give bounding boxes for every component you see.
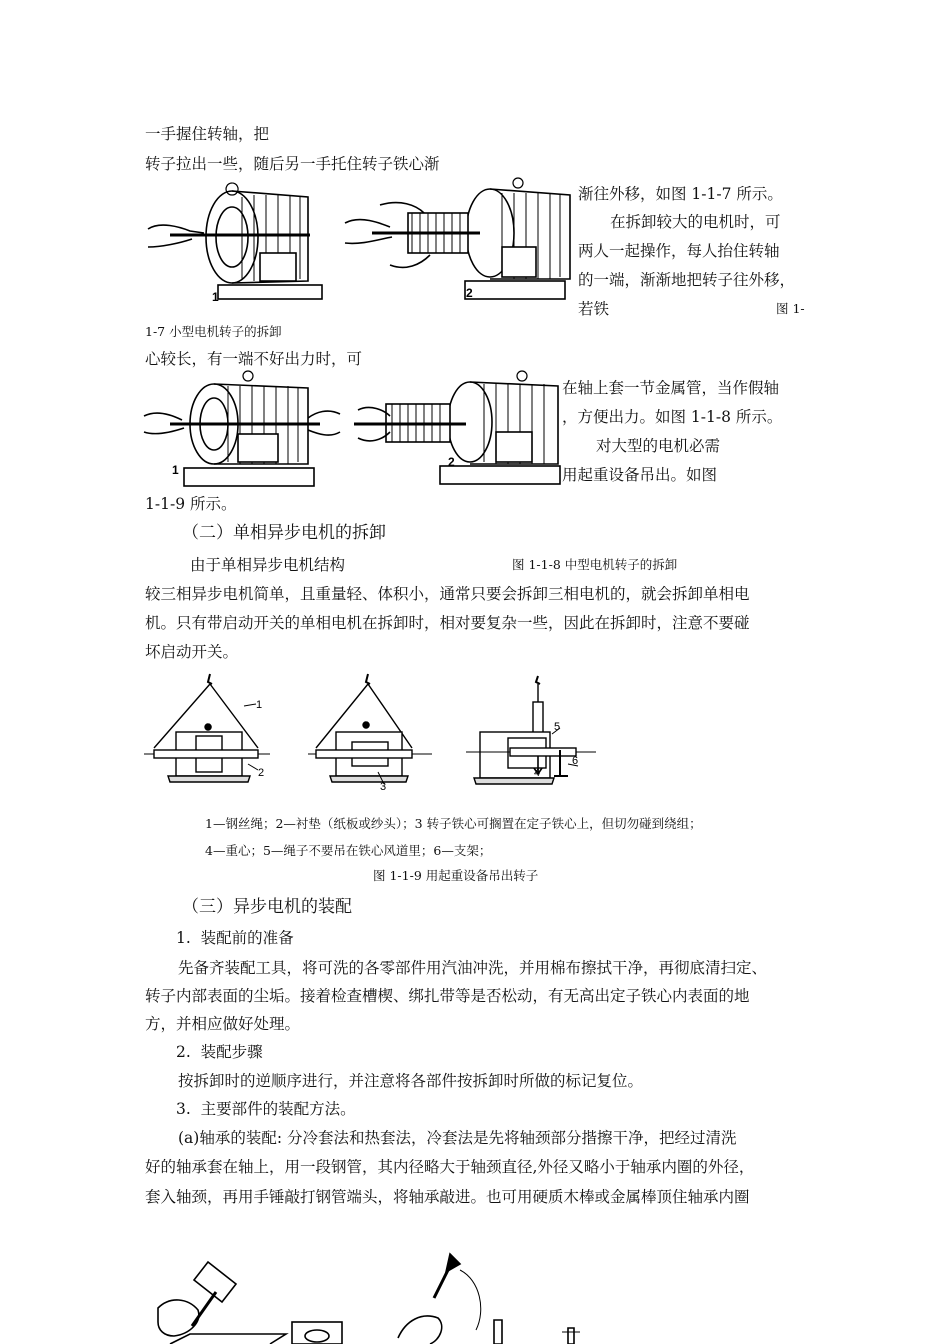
text-line: 若铁 xyxy=(578,300,610,318)
hammer-illustration xyxy=(158,1262,342,1344)
text-line: 两人一起操作，每人抬住转轴 xyxy=(578,242,780,260)
text-line: 的一端，渐渐地把转子往外移， xyxy=(578,271,796,289)
section-heading: （二）单相异步电机的拆卸 xyxy=(182,523,386,543)
heading-text: 装配前的准备 xyxy=(200,929,294,947)
motor-illustration xyxy=(345,178,570,299)
text-line: 用起重设备吊出。如图 xyxy=(562,466,718,484)
figure-caption: 1-7 小型电机转子的拆卸 xyxy=(145,324,282,339)
numbered-heading xyxy=(176,1099,356,1119)
figure-label: 6 xyxy=(572,755,579,767)
text-line: 在轴上套一节金属管，当作假轴 xyxy=(562,379,780,397)
motor-illustration xyxy=(148,183,322,299)
figure-legend: 1—钢丝绳；2—衬垫（纸板或纱头）；3 转子铁心可搁置在定子铁心上，但切勿碰到绕组； xyxy=(205,816,702,831)
text-line: 转子内部表面的尘垢。接着检查槽楔、绑扎带等是否松动，有无高出定子铁心内表面的地 xyxy=(145,987,750,1005)
bearing-assembly-figure xyxy=(150,1250,600,1344)
text-line: 先备齐装配工具，将可洗的各零部件用汽油冲洗，并用棉布擦拭干净，再彻底清扫定、 xyxy=(178,959,768,977)
text-line: 渐往外移，如图 1-1-7 所示。 xyxy=(578,185,783,203)
numbered-heading xyxy=(176,928,294,948)
text-line: 1-1-9 所示。 xyxy=(145,495,237,513)
heading-number: 3. xyxy=(176,1100,191,1118)
text-line: 按拆卸时的逆顺序进行，并注意将各部件按拆卸时所做的标记复位。 xyxy=(178,1072,644,1090)
figure-caption: 图 1- xyxy=(776,301,805,316)
text-line: (a)轴承的装配: 分冷套法和热套法，冷套法是先将轴颈部分揩擦干净，把经过清洗 xyxy=(178,1129,737,1147)
figure-label: 2 xyxy=(258,767,265,779)
figure-label: 1 xyxy=(256,699,263,711)
figure-caption: 图 1-1-8 中型电机转子的拆卸 xyxy=(512,557,678,572)
numbered-heading xyxy=(176,1042,263,1062)
heading-text: 主要部件的装配方法。 xyxy=(200,1100,356,1118)
text-line: 在拆卸较大的电机时，可 xyxy=(610,213,781,231)
figure-label: 2 xyxy=(448,455,455,469)
text-line: 坏启动开关。 xyxy=(145,643,239,661)
figure-label: 1 xyxy=(212,290,219,304)
figure-label: 4 xyxy=(534,767,541,779)
lifting-diagram xyxy=(144,674,596,784)
section-heading: （三）异步电机的装配 xyxy=(182,897,352,917)
figure-label: 2 xyxy=(466,286,473,300)
heading-number: 2. xyxy=(176,1043,191,1061)
motor-illustration xyxy=(354,371,560,484)
text-line: 机。只有带启动开关的单相电机在拆卸时，相对要复杂一些，因此在拆卸时，注意不要碰 xyxy=(145,614,750,632)
text-line: 好的轴承套在轴上，用一段钢管，其内径略大于轴颈直径,外径又略小于轴承内圈的外径， xyxy=(145,1158,755,1176)
text-line: 心较长，有一端不好出力时，可 xyxy=(145,350,363,368)
figure-label: 3 xyxy=(380,781,387,793)
text-line: 由于单相异步电机结构 xyxy=(190,556,346,574)
text-line: 一手握住转轴，把 xyxy=(145,125,270,143)
figure-caption: 图 1-1-9 用起重设备吊出转子 xyxy=(373,868,539,883)
figure-1-1-9 xyxy=(140,672,610,800)
figure-label: 1 xyxy=(172,463,179,477)
text-line: 方，并相应做好处理。 xyxy=(145,1015,301,1033)
heading-text: 装配步骤 xyxy=(200,1043,263,1061)
heading-number: 1. xyxy=(176,929,191,947)
bearing-press-illustration xyxy=(398,1254,580,1344)
text-line: 较三相异步电机简单，且重量轻、体积小，通常只要会拆卸三相电机的，就会拆卸单相电 xyxy=(145,585,750,603)
text-line: ，方便出力。如图 1-1-8 所示。 xyxy=(562,408,783,426)
text-line: 对大型的电机必需 xyxy=(596,437,721,455)
text-line: 转子拉出一些，随后另一手托住转子铁心渐 xyxy=(145,155,440,173)
figure-legend: 4—重心；5—绳子不要吊在铁心风道里；6—支架； xyxy=(205,843,492,858)
text-line: 套入轴颈，再用手锤敲打钢管端头，将轴承敲进。也可用硬质木棒或金属棒顶住轴承内圈 xyxy=(145,1188,750,1206)
figure-label: 5 xyxy=(554,721,561,733)
figure-1-1-8 xyxy=(140,370,565,490)
figure-1-1-7 xyxy=(140,175,580,310)
